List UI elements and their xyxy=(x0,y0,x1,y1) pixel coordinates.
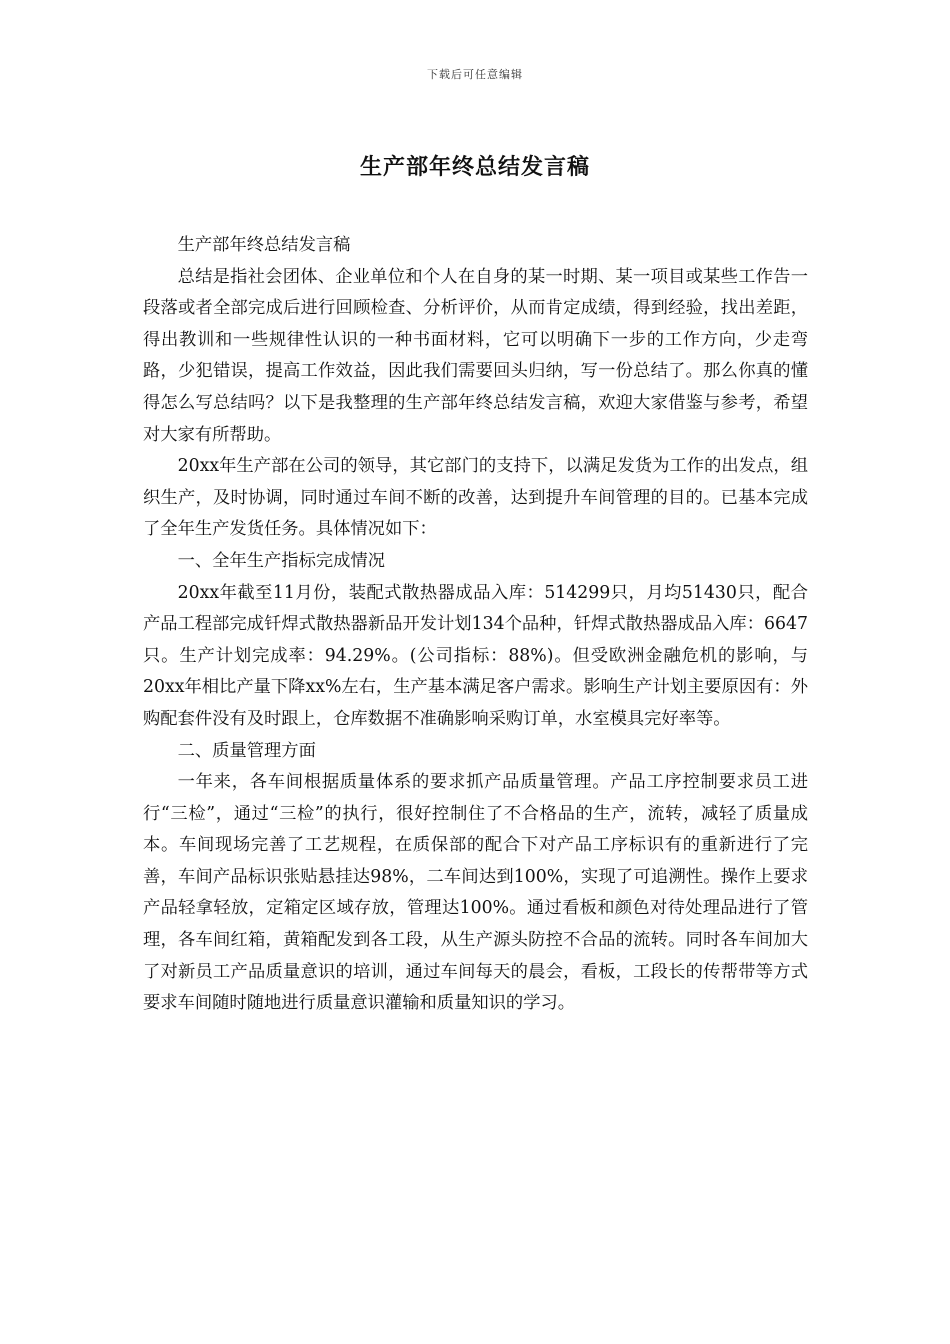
document-body xyxy=(143,230,808,1020)
section-heading-quality: 二、质量管理方面 xyxy=(177,740,316,761)
paragraph-subtitle: 生产部年终总结发言稿 xyxy=(177,235,351,255)
paragraph-production: 20xx年截至11月份，装配式散热器成品入库：514299只，月均51430只，配合产品工程部完成钎焊式散热器新品开发计划134个品种，钎焊式散热器成品入库：6647只。生产计划完成率：94.29%。(公司指标：88%)。但受欧洲金融危机的影响，与20xx年相比产量下降xx%左右，生产基本满足客户需求。影响生产计划主要原因有：外购配套件没有及时跟上，仓库数据不准确影响采购订单，水室模具完好率等。 xyxy=(143,582,808,729)
section-heading-production: 一、全年生产指标完成情况 xyxy=(177,550,385,571)
header-note: 下载后可任意编辑 xyxy=(427,68,523,81)
document-title: 生产部年终总结发言稿 xyxy=(359,154,590,180)
paragraph-quality: 一年来，各车间根据质量体系的要求抓产品质量管理。产品工序控制要求员工进行“三检”，通过“三检”的执行，很好控制住了不合格品的生产，流转，减轻了质量成本。车间现场完善了工艺规程，在质保部的配合下对产品工序标识有的重新进行了完善，车间产品标识张贴悬挂达98%，二车间达到100%，实现了可追溯性。操作上要求产品轻拿轻放，定箱定区域存放，管理达100%。通过看板和颜色对待处理品进行了管理，各车间红箱，黄箱配发到各工段，从生产源头防控不合品的流转。同时各车间加大了对新员工产品质量意识的培训，通过车间每天的晨会，看板，工段长的传帮带等方式要求车间随时随地进行质量意识灌输和质量知识的学习。 xyxy=(143,772,808,1014)
paragraph-intro: 总结是指社会团体、企业单位和个人在自身的某一时期、某一项目或某些工作告一段落或者全部完成后进行回顾检查、分析评价，从而肯定成绩，得到经验，找出差距，得出教训和一些规律性认识的一种书面材料，它可以明确下一步的工作方向，少走弯路，少犯错误，提高工作效益，因此我们需要回头归纳，写一份总结了。那么你真的懂得怎么写总结吗？以下是我整理的生产部年终总结发言稿，欢迎大家借鉴与参考，希望对大家有所帮助。 xyxy=(143,266,808,445)
paragraph-overview: 20xx年生产部在公司的领导，其它部门的支持下，以满足发货为工作的出发点，组织生产，及时协调，同时通过车间不断的改善，达到提升车间管理的目的。已基本完成了全年生产发货任务。具体情况如下： xyxy=(143,456,808,540)
